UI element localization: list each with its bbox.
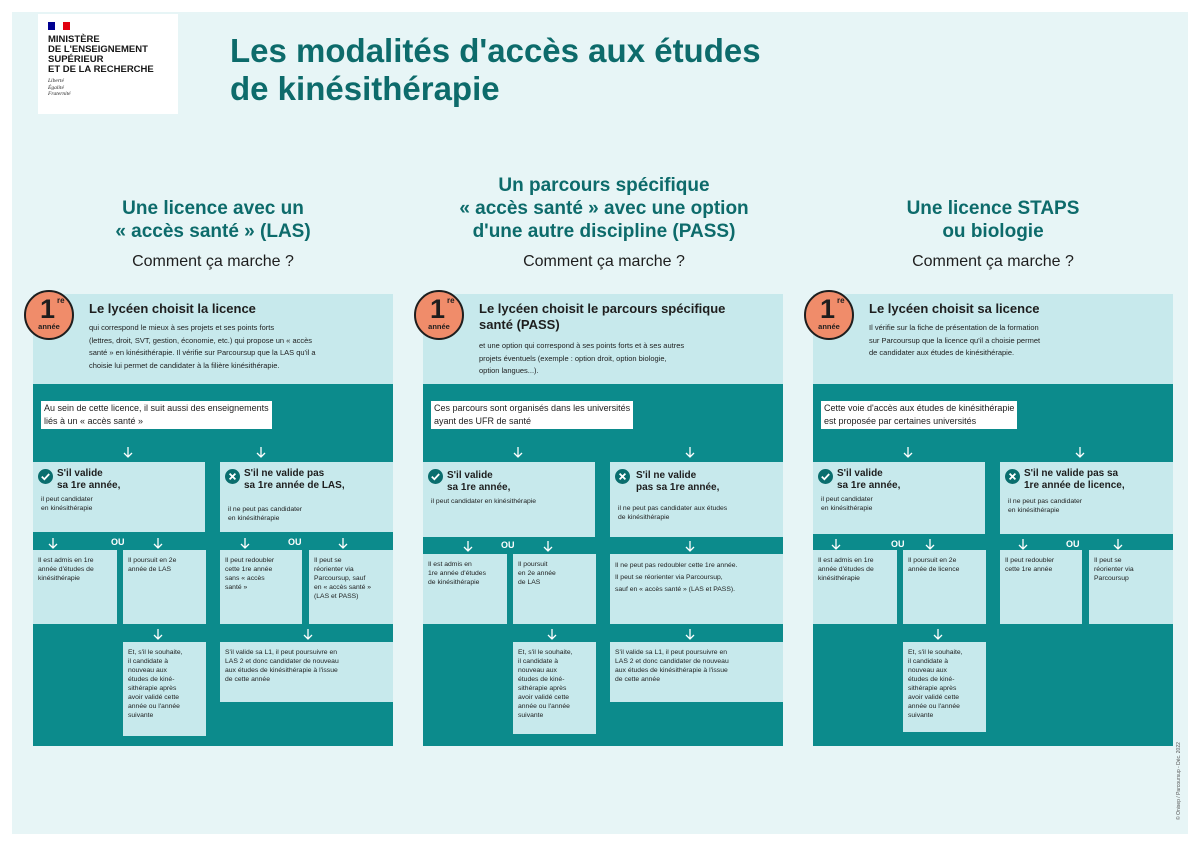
check-circle-icon (38, 469, 53, 484)
not-valid-heading: S'il ne valide pas sa 1re année de licence, (1024, 468, 1125, 491)
box-admitted-text: Il est admis en 1re année d'études de kinésithérapie (818, 557, 874, 582)
valid-text: il peut candidater en kinésithérapie (431, 498, 537, 505)
arrow-down-icon (513, 447, 523, 458)
title-line-2: de kinésithérapie (230, 70, 500, 107)
cross-circle-icon (225, 469, 240, 484)
arrow-down-icon (48, 538, 58, 549)
arrow-down-icon (256, 447, 266, 458)
choice-heading: Le lycéen choisit le parcours spécifique santé (PASS) (479, 301, 726, 332)
first-year-badge (414, 290, 464, 340)
arrow-down-icon (1113, 539, 1123, 550)
valid-heading: S'il valide sa 1re année, (57, 468, 121, 491)
arrow-down-icon (933, 629, 943, 640)
box-reapply-text: Et, s'il le souhaite, il candidate à nouveau aux études de kiné- sithérapie après avoir validé cette année ou l'année suivante (518, 649, 573, 719)
column-2-subtitle: Comment ça marche ? (523, 253, 685, 270)
badge-suffix: re (57, 296, 65, 305)
arrow-down-icon (1075, 447, 1085, 458)
choice-heading: Le lycéen choisit la licence (89, 301, 256, 316)
not-valid-heading: S'il ne valide pas sa 1re année de LAS, (244, 468, 345, 491)
box-las2-text: S'il valide sa L1, il peut poursuivre en LAS 2 et donc candidater de nouveau aux études de kinésithérapie à l'issue de cette année (225, 649, 339, 683)
column-1-title: Une licence avec un « accès santé » (LAS) (115, 198, 311, 242)
or-label: OU (111, 537, 125, 547)
page-title (230, 32, 930, 108)
panel-staps (813, 294, 1173, 746)
info-strip: Cette voie d'accès aux études de kinésithérapie est proposée par certaines universités (821, 401, 1017, 429)
arrow-down-icon (685, 629, 695, 640)
valid-text: il peut candidater en kinésithérapie (41, 496, 93, 512)
arrow-down-icon (1018, 539, 1028, 550)
not-valid-text: il ne peut pas candidater en kinésithérapie (228, 506, 303, 522)
box-admitted-text: Il est admis en 1re année d'études de kinésithérapie (38, 557, 94, 582)
check-circle-icon (818, 469, 833, 484)
ministry-name: MINISTÈRE DE L'ENSEIGNEMENT SUPÉRIEUR ET DE LA RECHERCHE (48, 34, 154, 75)
first-year-badge (24, 290, 74, 340)
flag-white (55, 22, 62, 30)
badge-number: 1 (430, 294, 446, 324)
box-reorient-text: Il peut se réorienter via Parcoursup, sauf en « accès santé » (LAS et PASS) (314, 557, 372, 600)
box-admitted-text: Il est admis en 1re année d'études de kinésithérapie (428, 561, 486, 586)
badge-suffix: re (447, 296, 455, 305)
not-valid-text: il ne peut pas candidater en kinésithérapie (1008, 498, 1083, 514)
badge-label: année (38, 322, 60, 331)
arrow-down-icon (303, 629, 313, 640)
box-las2-text: S'il valide sa L1, il peut poursuivre en LAS 2 et donc candidater de nouveau aux études de kinésithérapie à l'issue de cette année (615, 649, 729, 683)
valid-heading: S'il valide sa 1re année, (447, 470, 511, 493)
flag-blue (48, 22, 55, 30)
or-label: OU (501, 540, 515, 550)
arrow-down-icon (338, 538, 348, 549)
badge-number: 1 (40, 294, 56, 324)
arrow-down-icon (123, 447, 133, 458)
panel-las (33, 294, 393, 746)
arrow-down-icon (685, 447, 695, 458)
valid-heading: S'il valide sa 1re année, (837, 468, 901, 491)
arrow-down-icon (925, 539, 935, 550)
column-3-subtitle: Comment ça marche ? (912, 253, 1074, 270)
choice-heading: Le lycéen choisit sa licence (869, 301, 1040, 316)
first-year-badge (804, 290, 854, 340)
choice-text: et une option qui correspond à ses points forts et à ses autres projets éventuels (exemple : option droit, option biologie, option langues...). (479, 341, 685, 375)
box-no-repeat-text: Il ne peut pas redoubler cette 1re année. Il peut se réorienter via Parcoursup, sauf en « accès santé » (LAS et PASS). (615, 562, 738, 593)
not-valid-text: il ne peut pas candidater aux études de kinésithérapie (618, 505, 728, 521)
column-1-subtitle: Comment ça marche ? (132, 253, 294, 270)
ministry-logo (38, 14, 178, 114)
flag-red (63, 22, 70, 30)
badge-suffix: re (837, 296, 845, 305)
flag-icon (48, 22, 70, 30)
arrow-down-icon (543, 541, 553, 552)
arrow-down-icon (831, 539, 841, 550)
column-2-title: Un parcours spécifique « accès santé » avec une option d'une autre discipline (PASS) (459, 175, 749, 242)
box-continue-text: Il poursuit en 2e année de licence (908, 557, 960, 573)
title-line-1: Les modalités d'accès aux études (230, 32, 761, 69)
arrow-down-icon (240, 538, 250, 549)
check-circle-icon (428, 469, 443, 484)
arrow-down-icon (463, 541, 473, 552)
info-strip: Au sein de cette licence, il suit aussi des enseignements liés à un « accès santé » (41, 401, 272, 429)
box-reapply-text: Et, s'il le souhaite, il candidate à nouveau aux études de kiné- sithérapie après avoir validé cette année ou l'année suivante (128, 649, 183, 719)
choice-text: Il vérifie sur la fiche de présentation de la formation sur Parcoursup que la licence qu'il a choisie permet de candidater aux études de kinésithérapie. (869, 323, 1041, 357)
motto: Liberté Égalité Fraternité (48, 78, 71, 97)
cross-circle-icon (1005, 469, 1020, 484)
not-valid-heading: S'il ne valide pas sa 1re année, (636, 470, 720, 493)
badge-label: année (818, 322, 840, 331)
column-3-title: Une licence STAPS ou biologie (906, 198, 1080, 242)
or-label: OU (288, 537, 302, 547)
credit: © Onisep / Parcoursup - Déc. 2022 (1176, 742, 1182, 820)
arrow-down-icon (153, 538, 163, 549)
box-reapply-text: Et, s'il le souhaite, il candidate à nouveau aux études de kiné- sithérapie après avoir validé cette année ou l'année suivante (908, 649, 963, 719)
box-reorient-text: Il peut se réorienter via Parcoursup (1094, 557, 1134, 582)
or-label: OU (1066, 539, 1080, 549)
cross-circle-icon (615, 469, 630, 484)
arrow-down-icon (153, 629, 163, 640)
arrow-down-icon (685, 541, 695, 552)
box-repeat-text: Il peut redoubler cette 1re année sans « accès santé » (225, 557, 275, 591)
info-strip: Ces parcours sont organisés dans les universités ayant des UFR de santé (431, 401, 633, 429)
choice-text: qui correspond le mieux à ses projets et ses points forts (lettres, droit, SVT, gestion, économie, etc.) qui propose un « accès santé » en kinésithérapie. Il vérifie sur Parcoursup que la LAS qu'il a choisie lui permet de candidater à la filière kinésithérapie. (89, 323, 316, 370)
or-label: OU (891, 539, 905, 549)
arrow-down-icon (547, 629, 557, 640)
box-continue-text: Il poursuit en 2e année de LAS (518, 561, 556, 586)
panel-pass (423, 294, 783, 746)
badge-label: année (428, 322, 450, 331)
badge-number: 1 (820, 294, 836, 324)
arrow-down-icon (903, 447, 913, 458)
box-repeat-text: Il peut redoubler cette 1re année (1005, 557, 1055, 573)
box-continue-text: Il poursuit en 2e année de LAS (128, 557, 177, 573)
valid-text: il peut candidater en kinésithérapie (821, 496, 873, 512)
